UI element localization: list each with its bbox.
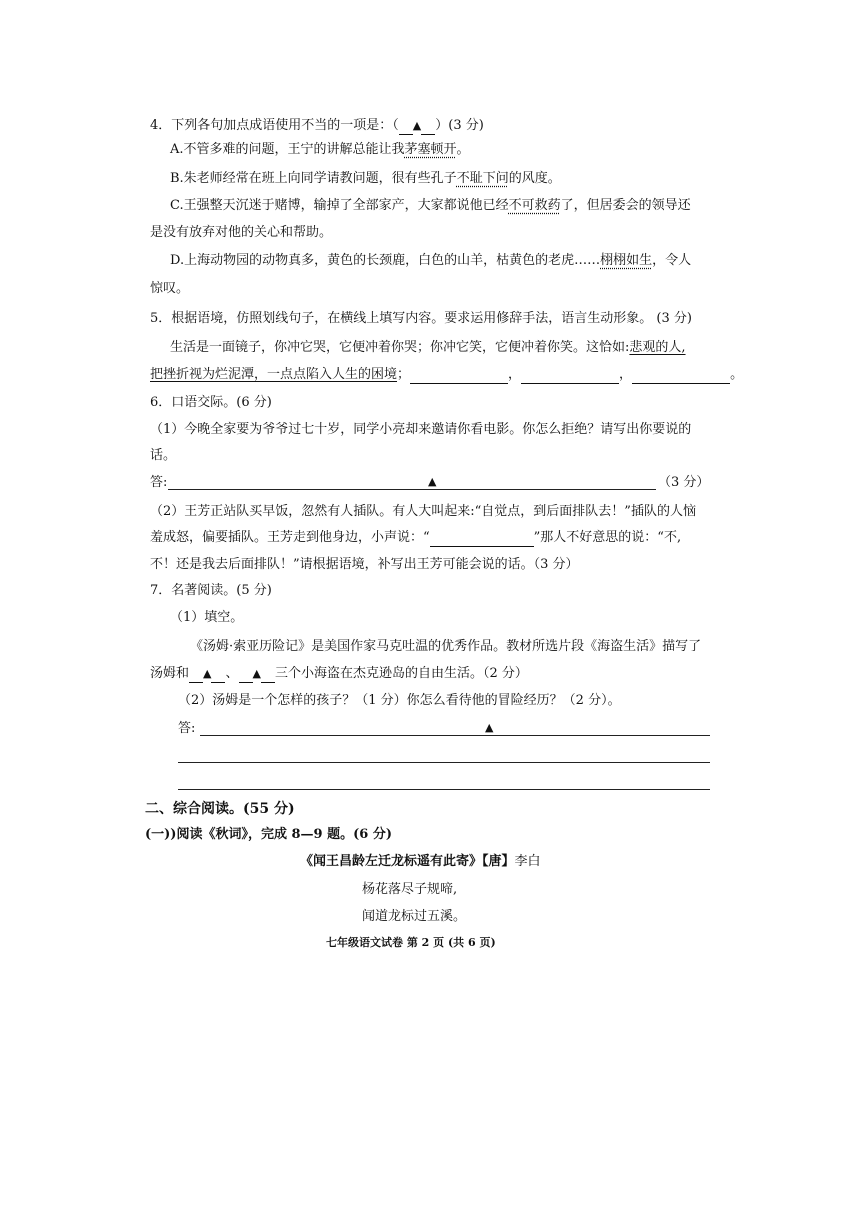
section2-heading: 二、综合阅读。(55 分) <box>145 801 295 817</box>
q4-option-c: C.王强整天沉迷于赌博，输掉了全部家产，大家都说他已经不可救药了，但居委会的领导还 <box>170 198 691 213</box>
answer-mark-icon: ▲ <box>428 475 437 488</box>
q7-stem: 7．名著阅读。(5 分) <box>150 583 272 598</box>
q6-stem: 6．口语交际。(6 分) <box>150 395 272 410</box>
q7-blank-2[interactable] <box>239 668 253 683</box>
q5-blank-1[interactable] <box>410 369 508 384</box>
answer-mark-icon: ▲ <box>412 119 422 132</box>
q4-option-d: D.上海动物园的动物真多，黄色的长颈鹿，白色的山羊，枯黄色的老虎……栩栩如生，令人 <box>170 253 692 268</box>
q5-stem: 5．根据语境，仿照划线句子，在横线上填写内容。要求运用修辞手法，语言生动形象。 (3 分) <box>150 311 692 326</box>
q6-part1-answer-label: 答: <box>150 475 168 490</box>
page-footer: 七年级语文试卷 第 2 页 (共 6 页) <box>326 936 496 949</box>
q6-part1-line1: （1）今晚全家要为爷爷过七十岁，同学小亮却来邀请你看电影。你怎么拒绝？请写出你要说的 <box>150 422 692 437</box>
q7-blank-1[interactable] <box>189 668 203 683</box>
q7-part2-answer-label: 答: <box>178 721 196 736</box>
q5-line1: 生活是一面镜子，你冲它哭，它便冲着你哭；你冲它笑，它便冲着你笑。这恰如:悲观的人, <box>170 340 686 355</box>
q4-option-b: B.朱老师经常在班上向同学请教问题，很有些孔子不耻下问的风度。 <box>170 171 561 186</box>
q5-blank-3[interactable] <box>632 369 730 384</box>
q6-part1-line2: 话。 <box>150 448 177 463</box>
q4-stem: 4．下列各句加点成语使用不当的一项是：（ ▲ ）(3 分) <box>150 118 484 133</box>
q4-option-a: A.不管多难的问题，王宁的讲解总能让我茅塞顿开。 <box>170 142 470 157</box>
q6-part2-line3: 不！还是我去后面排队！”请根据语境，补写出王芳可能会说的话。（3 分） <box>150 557 579 572</box>
q5-line2: 把挫折视为烂泥潭，一点点陷入人生的困境； ， ， 。 <box>150 367 744 382</box>
q7-part2: （2）汤姆是一个怎样的孩子？（1 分）你怎么看待他的冒险经历？（2 分）。 <box>178 693 621 708</box>
answer-mark-icon: ▲ <box>203 667 212 680</box>
q6-part2-line1: （2）王芳正站队买早饭，忽然有人插队。有人大叫起来:“自觉点，到后面排队去！”插队的人恼 <box>150 504 696 519</box>
answer-mark-icon: ▲ <box>485 721 494 734</box>
q7-answer-line-1[interactable] <box>200 735 710 736</box>
q6-part1-answer-line[interactable] <box>168 489 656 490</box>
q7-answer-line-2[interactable] <box>178 762 710 763</box>
q7-part1: （1）填空。 <box>170 610 244 625</box>
q6-part2-blank[interactable] <box>430 532 534 547</box>
poem-line-2: 闻道龙标过五溪。 <box>362 909 467 924</box>
q5-blank-2[interactable] <box>521 369 619 384</box>
q7-part1-line1: 《汤姆·索亚历险记》是美国作家马克吐温的优秀作品。教材所选片段《海盗生活》描写了 <box>190 639 702 654</box>
q7-answer-line-3[interactable] <box>178 789 710 790</box>
section2-subheading: (一))阅读《秋词》，完成 8—9 题。(6 分) <box>145 827 392 842</box>
answer-mark-icon: ▲ <box>252 667 261 680</box>
q6-part2-line2: 羞成怒，偏要插队。王芳走到他身边，小声说：“ ”那人不好意思的说：“不, <box>150 530 682 545</box>
q4-option-d-cont: 惊叹。 <box>150 281 190 296</box>
q7-part1-line2: 汤姆和 ▲ 、 ▲ 三个小海盗在杰克逊岛的自由生活。（2 分） <box>150 666 528 681</box>
q6-part1-score: （3 分） <box>658 475 710 490</box>
q4-option-c-cont: 是没有放弃对他的关心和帮助。 <box>150 225 333 240</box>
poem-title-line: 《闻王昌龄左迁龙标遥有此寄》【唐】李白 <box>300 854 541 869</box>
poem-line-1: 杨花落尽子规啼, <box>362 882 458 897</box>
